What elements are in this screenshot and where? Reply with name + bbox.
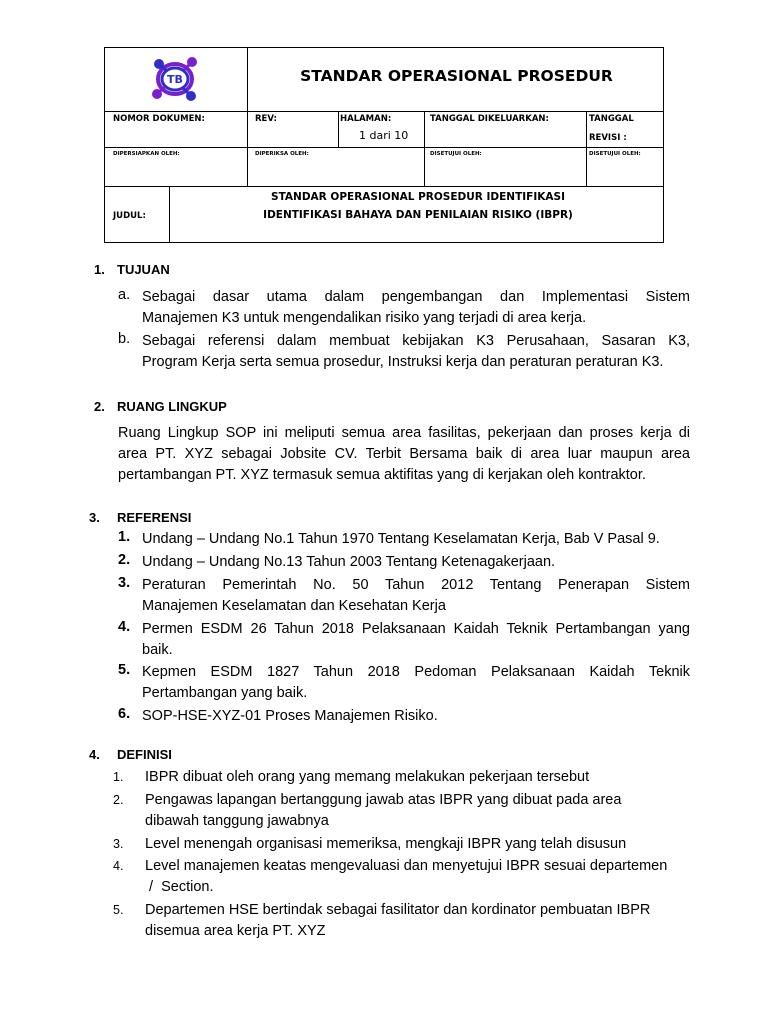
referensi-item-3-line-2: Manajemen Keselamatan dan Kesehatan Kerja (142, 598, 446, 614)
disetujui-oleh-label-2: DISETUJUI OLEH: (589, 151, 641, 157)
definisi-item-5-line-2: disemua area kerja PT. XYZ (145, 923, 326, 939)
definisi-item-2-line-1: Pengawas lapangan bertanggung jawab atas IBPR yang dibuat pada area (145, 792, 622, 808)
judul-line-2: IDENTIFIKASI BAHAYA DAN PENILAIAN RISIKO (IBPR) (263, 209, 573, 221)
ruang-lingkup-line-3: pertambangan PT. XYZ termasuk semua aktifitas yang di kerjakan oleh kontraktor. (118, 467, 646, 483)
definisi-item-3: Level menengah organisasi memeriksa, mengkaji IBPR yang telah disusun (145, 836, 627, 852)
section-title-tujuan: TUJUAN (117, 262, 170, 277)
section-title-referensi: REFERENSI (117, 510, 192, 525)
referensi-item-4-line-1: Permen ESDM 26 Tahun 2018 Pelaksanaan Kaidah Teknik Pertambangan yang (142, 621, 690, 637)
ruang-lingkup-line-1: Ruang Lingkup SOP ini meliputi semua area fasilitas, pekerjaan dan proses kerja di (118, 425, 690, 441)
tanggal-revisi-label-1: TANGGAL (589, 114, 634, 124)
list-marker: 5. (118, 662, 131, 678)
tanggal-revisi-label-2: REVISI : (589, 133, 627, 143)
diperiksa-oleh-label: DIPERIKSA OLEH: (255, 151, 309, 157)
referensi-item-1: Undang – Undang No.1 Tahun 1970 Tentang Keselamatan Kerja, Bab V Pasal 9. (142, 531, 660, 547)
tujuan-item-a-line-2: Manajemen K3 untuk mengendalikan risiko yang terjadi di area kerja. (142, 310, 587, 326)
definisi-item-2-line-2: dibawah tanggung jawabnya (145, 813, 329, 829)
list-marker: 3. (118, 575, 131, 591)
tujuan-item-b-line-1: Sebagai referensi dalam membuat kebijakan K3 Perusahaan, Sasaran K3, (142, 333, 690, 349)
rev-label: REV: (255, 114, 277, 124)
nomor-dokumen-label: NOMOR DOKUMEN: (113, 114, 205, 124)
list-marker: 4. (118, 619, 131, 635)
referensi-item-4-line-2: baik. (142, 642, 173, 658)
list-marker: 6. (118, 706, 131, 722)
definisi-item-1: IBPR dibuat oleh orang yang memang melakukan pekerjaan tersebut (145, 769, 590, 785)
section-title-definisi: DEFINISI (117, 747, 172, 762)
document-header-table (104, 47, 664, 243)
section-number-referensi: 3. (89, 510, 100, 525)
tujuan-item-b-line-2: Program Kerja serta semua prosedur, Instruksi kerja dan peraturan peraturan K3. (142, 354, 664, 370)
logo-text: TB (167, 73, 183, 86)
list-marker: 4. (113, 859, 124, 873)
section-number-tujuan: 1. (94, 262, 105, 277)
list-marker: 1. (118, 529, 131, 545)
tanggal-dikeluarkan-label: TANGGAL DIKELUARKAN: (430, 114, 549, 124)
definisi-item-4-line-2: / Section. (145, 879, 214, 895)
list-marker: 3. (113, 837, 124, 851)
disetujui-oleh-label: DISETUJUI OLEH: (430, 151, 482, 157)
section-title-ruang-lingkup: RUANG LINGKUP (117, 399, 227, 414)
ruang-lingkup-line-2: area PT. XYZ sebagai Jobsite CV. Terbit Bersama baik di area luar maupun area (118, 446, 690, 462)
judul-label: JUDUL: (113, 211, 146, 221)
document-main-title: STANDAR OPERASIONAL PROSEDUR (300, 67, 613, 85)
list-marker: 2. (118, 552, 131, 568)
company-logo (147, 52, 203, 106)
definisi-item-5-line-1: Departemen HSE bertindak sebagai fasilitator dan kordinator pembuatan IBPR (145, 902, 651, 918)
halaman-label: HALAMAN: (340, 114, 392, 124)
referensi-item-5-line-2: Pertambangan yang baik. (142, 685, 308, 701)
referensi-item-3-line-1: Peraturan Pemerintah No. 50 Tahun 2012 Tentang Penerapan Sistem (142, 577, 690, 593)
list-marker: 2. (113, 793, 124, 807)
list-marker: a. (118, 287, 131, 303)
definisi-item-4-line-1: Level manajemen keatas mengevaluasi dan menyetujui IBPR sesuai departemen (145, 858, 668, 874)
referensi-item-2: Undang – Undang No.13 Tahun 2003 Tentang Ketenagakerjaan. (142, 554, 556, 570)
list-marker: 1. (113, 770, 124, 784)
referensi-item-5-line-1: Kepmen ESDM 1827 Tahun 2018 Pedoman Pelaksanaan Kaidah Teknik (142, 664, 690, 680)
section-number-definisi: 4. (89, 747, 100, 762)
dipersiapkan-oleh-label: DIPERSIAPKAN OLEH: (113, 151, 180, 157)
judul-line-1: STANDAR OPERASIONAL PROSEDUR IDENTIFIKASI (271, 191, 565, 203)
list-marker: 5. (113, 903, 124, 917)
list-marker: b. (118, 331, 131, 347)
section-number-ruang-lingkup: 2. (94, 399, 105, 414)
halaman-value: 1 dari 10 (359, 129, 409, 142)
referensi-item-6: SOP-HSE-XYZ-01 Proses Manajemen Risiko. (142, 708, 438, 724)
tujuan-item-a-line-1: Sebagai dasar utama dalam pengembangan dan Implementasi Sistem (142, 289, 690, 305)
